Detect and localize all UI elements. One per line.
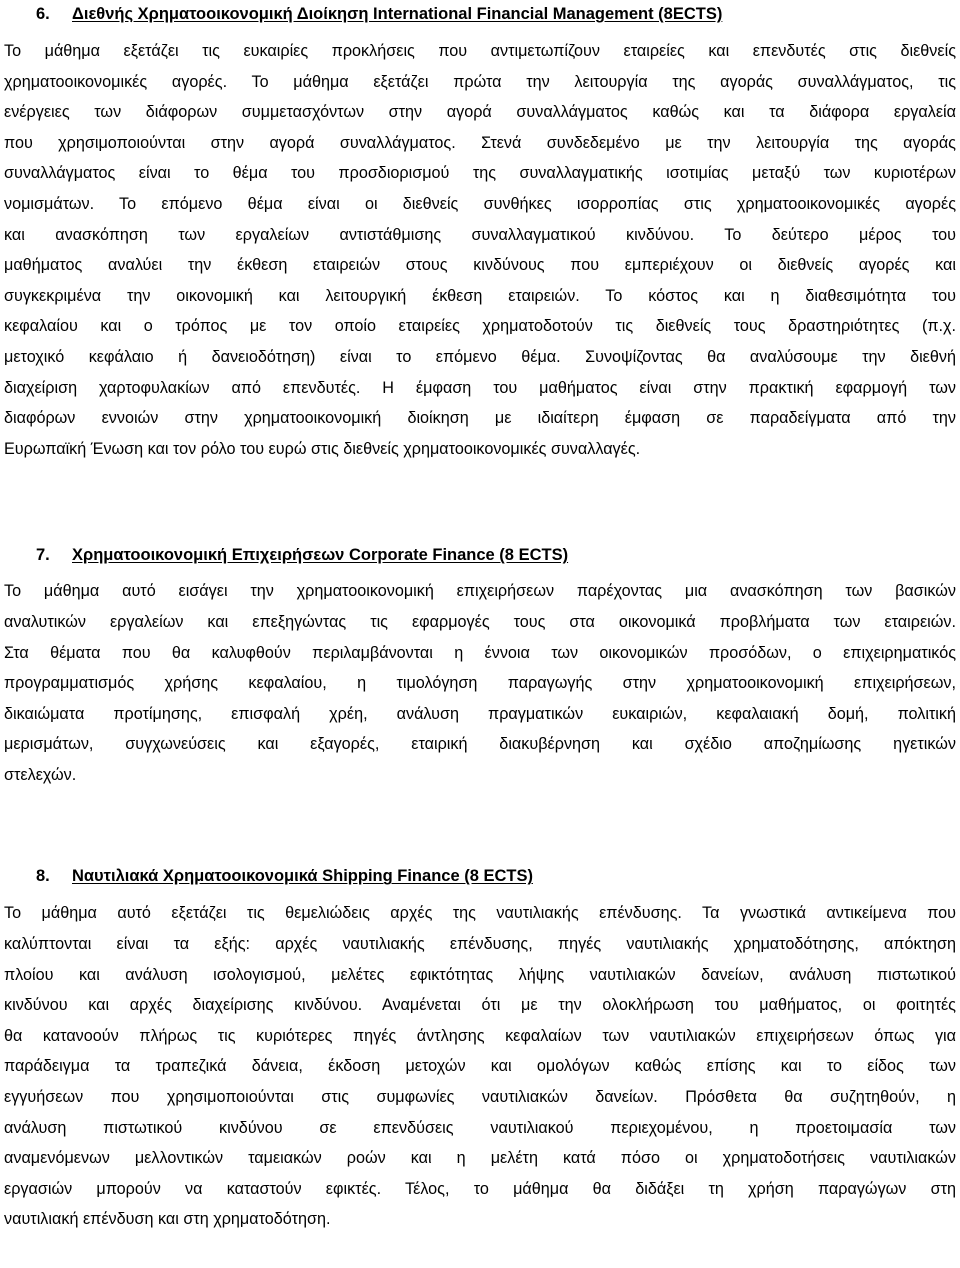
section-7-line: αναλυτικών εργαλείων και επεξηγώντας τις εφαρμογές τους στα οικονομικά προβλήματα των εταιρειών. xyxy=(4,612,956,631)
document-page xyxy=(0,3,960,1268)
section-6-line: χρηματοοικονομικές αγορές. Το μάθημα εξετάζει πρώτα την λειτουργία της αγοράς συναλλάγματος, τις xyxy=(4,72,956,91)
section-6-line: Το μάθημα εξετάζει τις ευκαιρίες προκλήσεις που αντιμετωπίζουν εταιρείες και επενδυτές στις διεθνείς xyxy=(4,42,956,60)
section-6-line: και ανασκόπηση των εργαλείων αντιστάθμισης συναλλαγματικού κινδύνου. Το δεύτερο μέρος του xyxy=(4,225,956,244)
section-7-number: 7. xyxy=(36,546,50,565)
section-8-line: εγγυήσεων που χρησιμοποιούνται στις συμφωνίες ναυτιλιακών δανείων. Πρόσθετα θα συζητηθούν, η xyxy=(4,1088,956,1107)
section-7-heading xyxy=(4,544,956,566)
section-8-line: θα κατανοούν πλήρως τις κυριότερες πηγές άντλησης κεφαλαίων των ναυτιλιακών επιχειρήσεων όπως για xyxy=(4,1026,956,1045)
section-8-line: αναμενόμενων μελλοντικών ταμειακών ροών και η μελέτη κατά πόσο οι χρηματοδοτήσεις ναυτιλιακών xyxy=(4,1149,956,1168)
section-8-heading xyxy=(4,865,956,887)
section-6-heading xyxy=(4,3,956,25)
section-6-line: που χρησιμοποιούνται στην αγορά συναλλάγματος. Στενά συνδεδεμένο με την λειτουργία της αγοράς xyxy=(4,133,956,152)
section-8-line: εργασιών μπορούν να καταστούν εφικτές. Τέλος, το μάθημα θα διδάξει τη χρήση παραγώγων στη xyxy=(4,1179,956,1198)
section-6-line: κεφαλαίου και ο τρόπος με τον οποίο εταιρείες χρηματοδοτούν τις διεθνείς τους δραστηριότητες (π.χ. xyxy=(4,317,956,336)
section-7-line: δικαιώματα προτίμησης, επισφαλή χρέη, ανάλυση πραγματικών ευκαιριών, κεφαλαιακή δομή, πολιτική xyxy=(4,704,956,723)
section-8-line: Το μάθημα αυτό εξετάζει τις θεμελιώδεις αρχές της ναυτιλιακής επένδυσης. Τα γνωστικά αντικείμενα που xyxy=(4,904,956,923)
section-6-line: μαθήματος αναλύει την έκθεση εταιρειών στους κινδύνους που εμπεριέχουν οι διεθνείς αγορές και xyxy=(4,256,956,275)
section-6-title: Διεθνής Χρηματοοικονομική Διοίκηση International Financial Management (8ECTS) xyxy=(72,5,723,23)
section-7-line: Το μάθημα αυτό εισάγει την χρηματοοικονομική επιχειρήσεων παρέχοντας μια ανασκόπηση των βασικών xyxy=(4,582,956,601)
section-7-line: προγραμματισμός χρήσης κεφαλαίου, η τιμολόγηση παραγωγής στην χρηματοοικονομική επιχειρήσεων, xyxy=(4,674,956,693)
section-7-body xyxy=(4,576,956,790)
section-7-title: Χρηματοοικονομική Επιχειρήσεων Corporate Finance (8 ECTS) xyxy=(72,546,569,565)
section-6-line: νομισμάτων. Το επόμενο θέμα είναι οι διεθνείς συνθήκες ισορροπίας στις χρηματοοικονομικές αγορές xyxy=(4,194,956,213)
section-6-line: συγκεκριμένα την οικονομική και λειτουργική έκθεση εταιρειών. Το κόστος και η διαθεσιμότητα του xyxy=(4,286,956,305)
section-6-line: ενέργειες των διάφορων συμμετασχόντων στην αγορά συναλλάγματος καθώς και τα διάφορα εργαλεία xyxy=(4,103,956,122)
section-8-line: κινδύνου και αρχές διαχείρισης κινδύνου. Αναμένεται ότι με την ολοκλήρωση του μαθήματος, οι φοιτητές xyxy=(4,996,956,1015)
section-8-number: 8. xyxy=(36,867,50,886)
section-7-line: Στα θέματα που θα καλυφθούν περιλαμβάνονται η έννοια των οικονομικών προσόδων, ο επιχειρηματικός xyxy=(4,643,956,662)
section-8-line: καλύπτονται είναι τα εξής: αρχές ναυτιλιακής επένδυσης, πηγές ναυτιλιακής χρηματοδότησης, απόκτηση xyxy=(4,935,956,954)
section-6-line: συναλλάγματος είναι το θέμα του προσδιορισμού της συναλλαγματικής ισοτιμίας μεταξύ των κυριοτέρων xyxy=(4,164,956,183)
section-8-body xyxy=(4,898,956,1235)
section-6-line: Ευρωπαϊκή Ένωση και τον ρόλο του ευρώ στις διεθνείς χρηματοοικονομικές συναλλαγές. xyxy=(4,439,641,458)
section-8-title: Ναυτιλιακά Χρηματοοικονομικά Shipping Finance (8 ECTS) xyxy=(72,867,533,886)
section-6-body xyxy=(4,36,956,464)
section-8-line: ανάλυση πιστωτικού κινδύνου σε επενδύσεις ναυτιλιακού περιεχομένου, η προετοιμασία των xyxy=(4,1118,956,1137)
section-7-line: στελεχών. xyxy=(4,765,77,784)
section-6-number: 6. xyxy=(36,5,50,23)
section-7-line: μερισμάτων, συγχωνεύσεις και εξαγορές, εταιρική διακυβέρνηση και σχέδιο αποζημίωσης ηγετικών xyxy=(4,735,956,754)
section-8-line: παράδειγμα τα τραπεζικά δάνεια, έκδοση μετοχών και ομολόγων καθώς επίσης και το είδος των xyxy=(4,1057,956,1076)
section-6-line: μετοχικό κεφάλαιο ή δανειοδότηση) είναι το επόμενο θέμα. Συνοψίζοντας θα αναλύσουμε την διεθνή xyxy=(4,347,956,366)
section-6-line: διαχείριση χαρτοφυλακίων από επενδυτές. Η έμφαση του μαθήματος είναι στην πρακτική εφαρμογή των xyxy=(4,378,956,397)
section-8-line: ναυτιλιακή επένδυση και στη χρηματοδότηση. xyxy=(4,1210,331,1229)
section-8-line: πλοίου και ανάλυση ισολογισμού, μελέτες εφικτότητας λήψης ναυτιλιακών δανείων, ανάλυση πιστωτικού xyxy=(4,965,956,984)
section-6-line: διαφόρων εννοιών στην χρηματοοικονομική διοίκηση με ιδιαίτερη έμφαση σε παραδείγματα από την xyxy=(4,409,956,428)
